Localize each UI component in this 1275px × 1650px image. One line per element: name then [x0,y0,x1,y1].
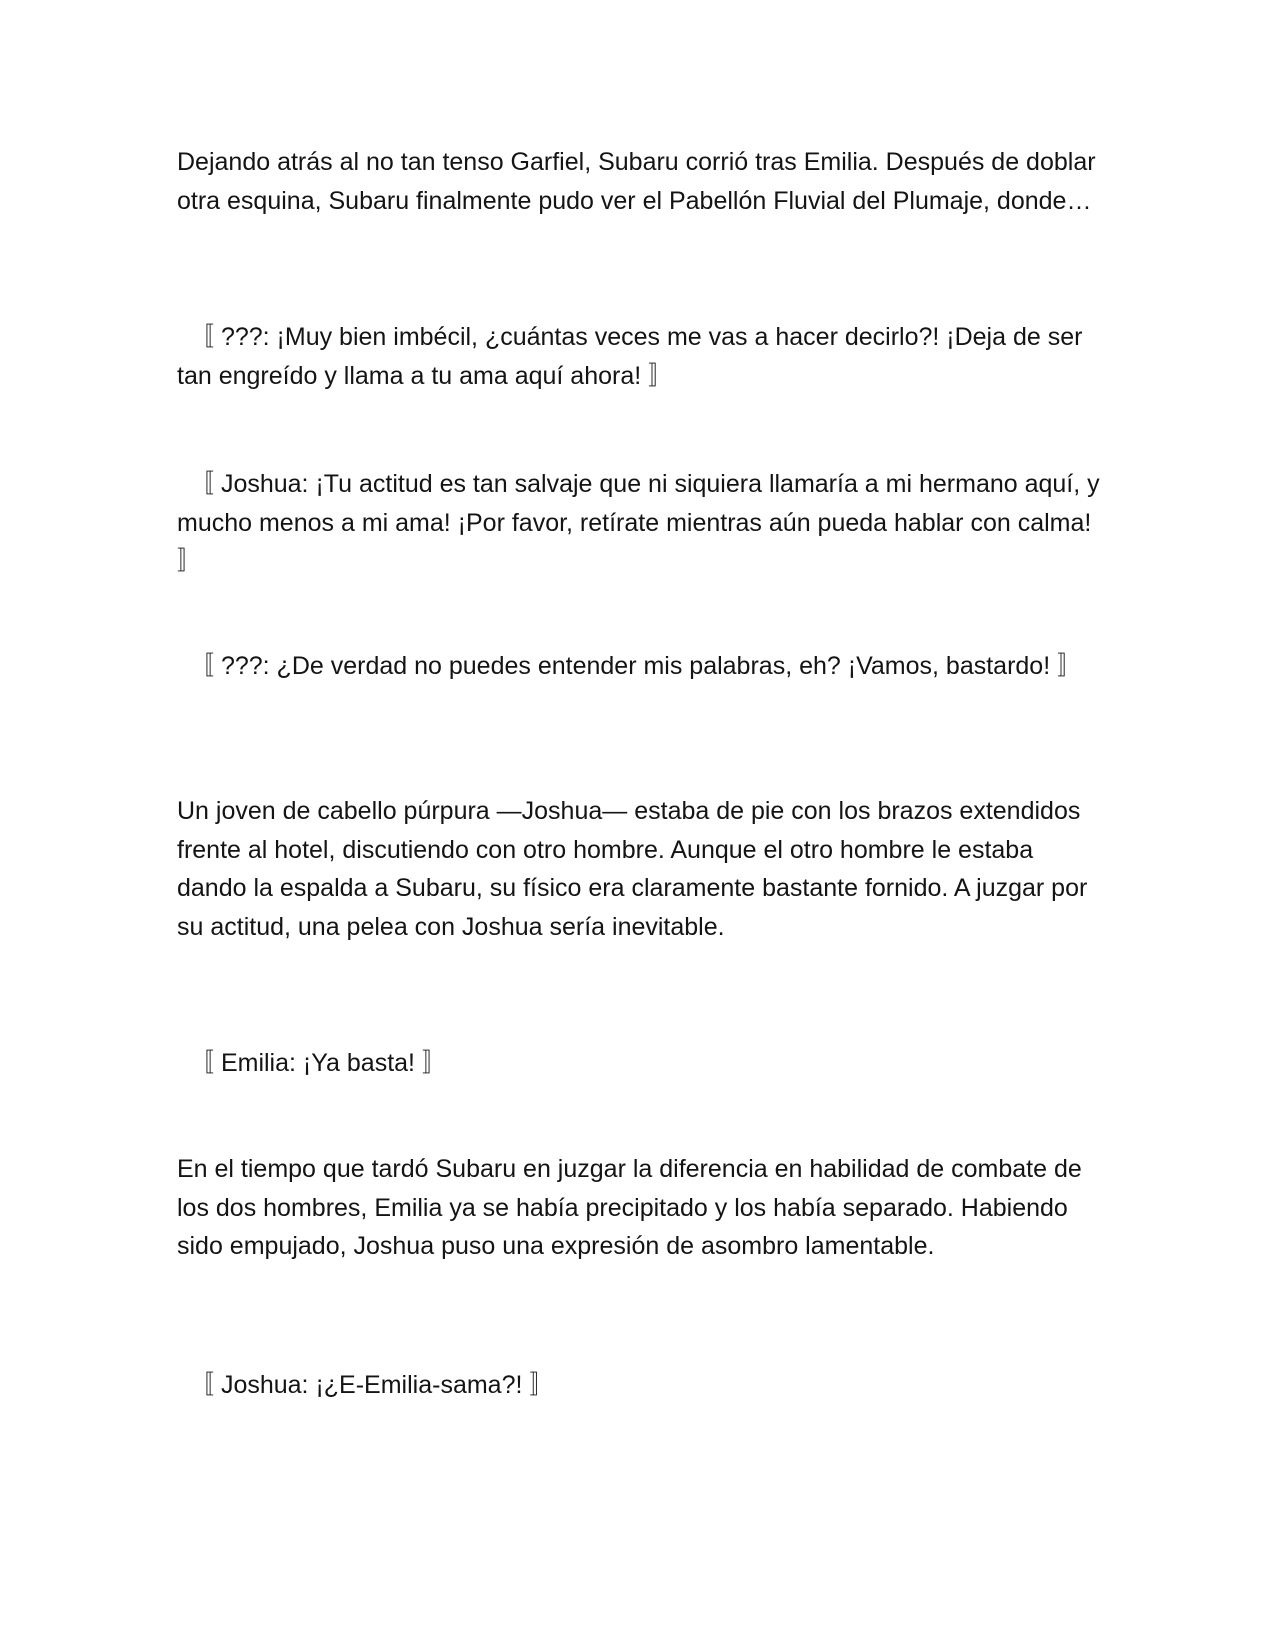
dialogue-line: 〚 Joshua: ¡Tu actitud es tan salvaje que ni siquiera llamaría a mi hermano aquí, y mucho menos a mi ama! ¡Por favor, retírate mientras aún pueda hablar con calma! 〛 [177,470,1100,575]
dialogue-line: 〚 Emilia: ¡Ya basta! 〛 [189,1049,447,1077]
dialogue-line: 〚 ???: ¡Muy bien imbécil, ¿cuántas veces me vas a hacer decirlo?! ¡Deja de ser tan engreído y llama a tu ama aquí ahora! 〛 [177,323,1083,390]
narration-paragraph: Dejando atrás al no tan tenso Garfiel, Subaru corrió tras Emilia. Después de doblar otra esquina, Subaru finalmente pudo ver el Pabellón Fluvial del Plumaje, donde… [177,148,1096,215]
narration-paragraph: En el tiempo que tardó Subaru en juzgar la diferencia en habilidad de combate de los dos hombres, Emilia ya se había precipitado y los había separado. Habiendo sido empujado, Joshua puso una expresión de asombro lamentable. [177,1155,1082,1260]
dialogue-line: 〚 ???: ¿De verdad no puedes entender mis palabras, eh? ¡Vamos, bastardo! 〛 [189,652,1083,680]
dialogue-line: 〚 Joshua: ¡¿E-Emilia-sama?! 〛 [189,1371,555,1399]
narration-paragraph: Un joven de cabello púrpura —Joshua— estaba de pie con los brazos extendidos frente al hotel, discutiendo con otro hombre. Aunque el otro hombre le estaba dando la espalda a Subaru, su físico era claramente bastante fornido. A juzgar por su actitud, una pelea con Joshua sería inevitable. [177,797,1088,941]
